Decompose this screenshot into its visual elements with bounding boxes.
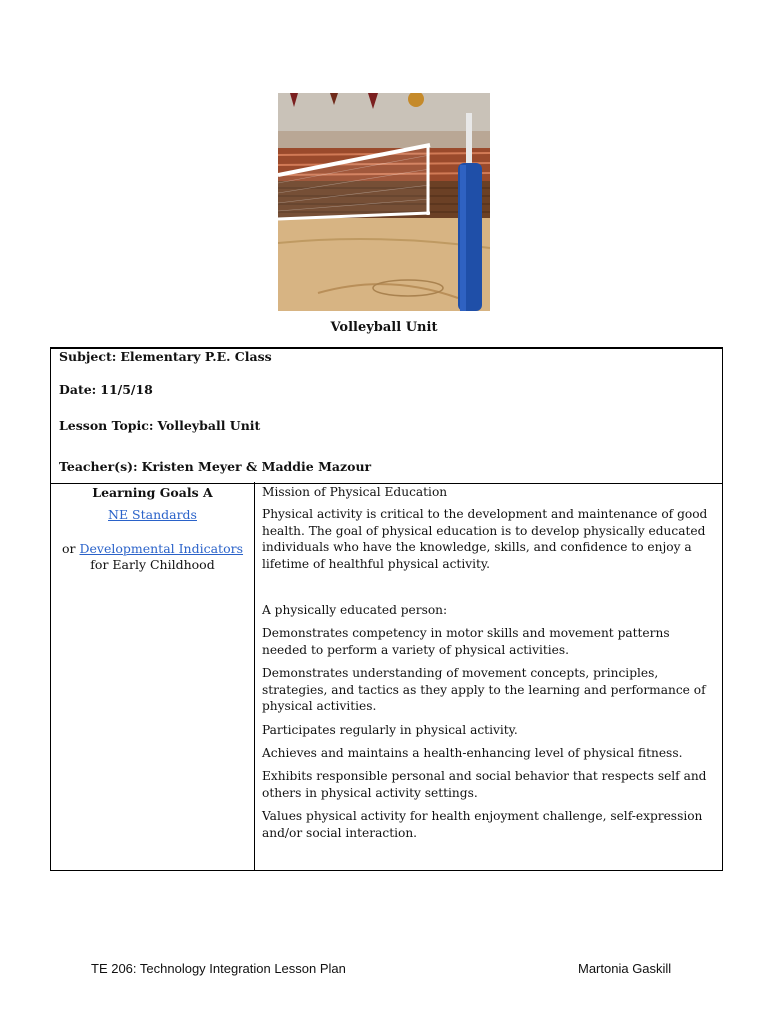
teachers-label: Teacher(s): bbox=[59, 459, 138, 474]
date-value: 11/5/18 bbox=[100, 382, 153, 397]
teachers-value: Kristen Meyer & Maddie Mazour bbox=[141, 459, 372, 474]
teachers-line bbox=[59, 459, 371, 474]
topic-value: Volleyball Unit bbox=[157, 418, 261, 433]
goal-item: Demonstrates competency in motor skills and movement patterns needed to perform a variety of physical activities. bbox=[262, 626, 670, 657]
person-heading: A physically educated person: bbox=[262, 603, 448, 617]
learning-goals-heading: Learning Goals A bbox=[92, 485, 213, 500]
topic-label: Lesson Topic: bbox=[59, 418, 154, 433]
goal-item: Demonstrates understanding of movement concepts, principles, strategies, and tactics as they apply to the learning and performance of physical activities. bbox=[262, 666, 706, 713]
goal-item: Participates regularly in physical activity. bbox=[262, 723, 518, 737]
developmental-indicators-link[interactable]: Developmental Indicators bbox=[79, 541, 244, 556]
volleyball-net-gym-photo-icon bbox=[278, 93, 490, 311]
mission-intro: Physical activity is critical to the development and maintenance of good health. The goal of physical education is to develop physically educated individuals who have the knowledge, skills, and confidence to enjoy a lifetime of healthful physical activity. bbox=[262, 507, 708, 571]
topic-line bbox=[59, 418, 260, 433]
column-divider bbox=[254, 482, 255, 870]
or-text: or bbox=[61, 541, 76, 556]
lesson-plan-table bbox=[50, 347, 723, 871]
lesson-header-section bbox=[51, 348, 722, 484]
date-line bbox=[59, 382, 153, 397]
goal-item: Exhibits responsible personal and social behavior that respects self and others in physical activity settings. bbox=[262, 769, 707, 800]
volleyball-net-photo bbox=[278, 93, 490, 311]
subject-line bbox=[59, 349, 272, 364]
document-title: Volleyball Unit bbox=[330, 320, 438, 335]
learning-goals-cell bbox=[51, 482, 254, 572]
footer-course: TE 206: Technology Integration Lesson Plan bbox=[91, 961, 346, 976]
subject-value: Elementary P.E. Class bbox=[120, 349, 272, 364]
ne-standards-link[interactable]: NE Standards bbox=[108, 507, 197, 522]
goal-item: Achieves and maintains a health-enhancing level of physical fitness. bbox=[262, 746, 683, 760]
mission-heading: Mission of Physical Education bbox=[262, 485, 448, 499]
date-label: Date: bbox=[59, 382, 97, 397]
footer-author: Martonia Gaskill bbox=[578, 961, 672, 976]
subject-label: Subject: bbox=[59, 349, 117, 364]
goal-item: Values physical activity for health enjoyment challenge, self-expression and/or social interaction. bbox=[262, 809, 703, 840]
early-childhood-text: for Early Childhood bbox=[90, 557, 215, 572]
